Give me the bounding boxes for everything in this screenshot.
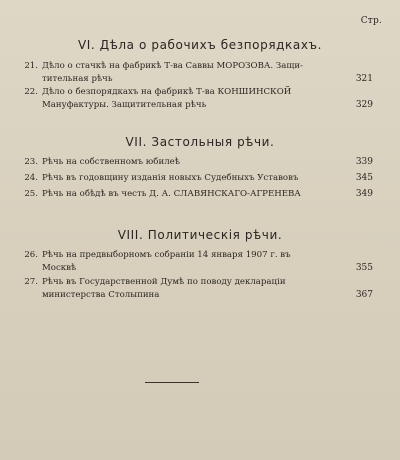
- section-title-vii: VII. Застольныя рѣчи.: [125, 135, 275, 149]
- entry-number: 27.: [24, 277, 38, 287]
- entry-title-line2: Мануфактуры. Защитительная рѣчь: [42, 100, 207, 110]
- entry-number: 22.: [24, 87, 38, 97]
- entry-page-number: 339: [355, 157, 373, 167]
- section-title-vi: VI. Дѣла о рабочихъ безпорядкахъ.: [77, 38, 323, 52]
- entry-page-number: 329: [355, 100, 373, 110]
- section-title-viii: VIII. Политическія рѣчи.: [117, 228, 283, 242]
- entry-number: 23.: [24, 157, 38, 167]
- entry-title-line1: Дѣло о стачкѣ на фабрикѣ Т-ва Саввы МОРОЗОВА. Защи-: [42, 61, 303, 71]
- entry-number: 24.: [24, 173, 38, 183]
- entry-number: 21.: [24, 61, 38, 71]
- entry-title-line2: тительная рѣчь: [42, 74, 113, 84]
- entry-title-line1: Рѣчь въ годовщину изданія новыхъ Судебныхъ Уставовъ: [42, 173, 299, 183]
- entry-number: 26.: [24, 250, 38, 260]
- page-column-label: Стр.: [360, 16, 382, 26]
- closing-divider-rule: [145, 382, 199, 383]
- entry-title-line2: министерства Столыпина: [42, 290, 160, 300]
- entry-page-number: 345: [355, 173, 373, 183]
- entry-title-line2: Москвѣ: [42, 263, 77, 273]
- entry-page-number: 355: [355, 263, 373, 273]
- entry-page-number: 321: [355, 74, 373, 84]
- entry-title-line1: Рѣчь на собственномъ юбилеѣ: [42, 157, 180, 167]
- entry-number: 25.: [24, 189, 38, 199]
- entry-title-line1: Рѣчь на предвыборномъ собраніи 14 января 1907 г. въ: [42, 250, 291, 260]
- entry-title-line1: Рѣчь въ Государственной Думѣ по поводу деклараціи: [42, 277, 286, 287]
- entry-page-number: 349: [355, 189, 373, 199]
- entry-title-line1: Дѣло о безпорядкахъ на фабрикѣ Т-ва КОНШИНСКОЙ: [42, 87, 292, 97]
- entry-title-line1: Рѣчь на обѣдѣ въ честь Д. А. СЛАВЯНСКАГО-АГРЕНЕВА: [42, 189, 301, 199]
- entry-page-number: 367: [355, 290, 373, 300]
